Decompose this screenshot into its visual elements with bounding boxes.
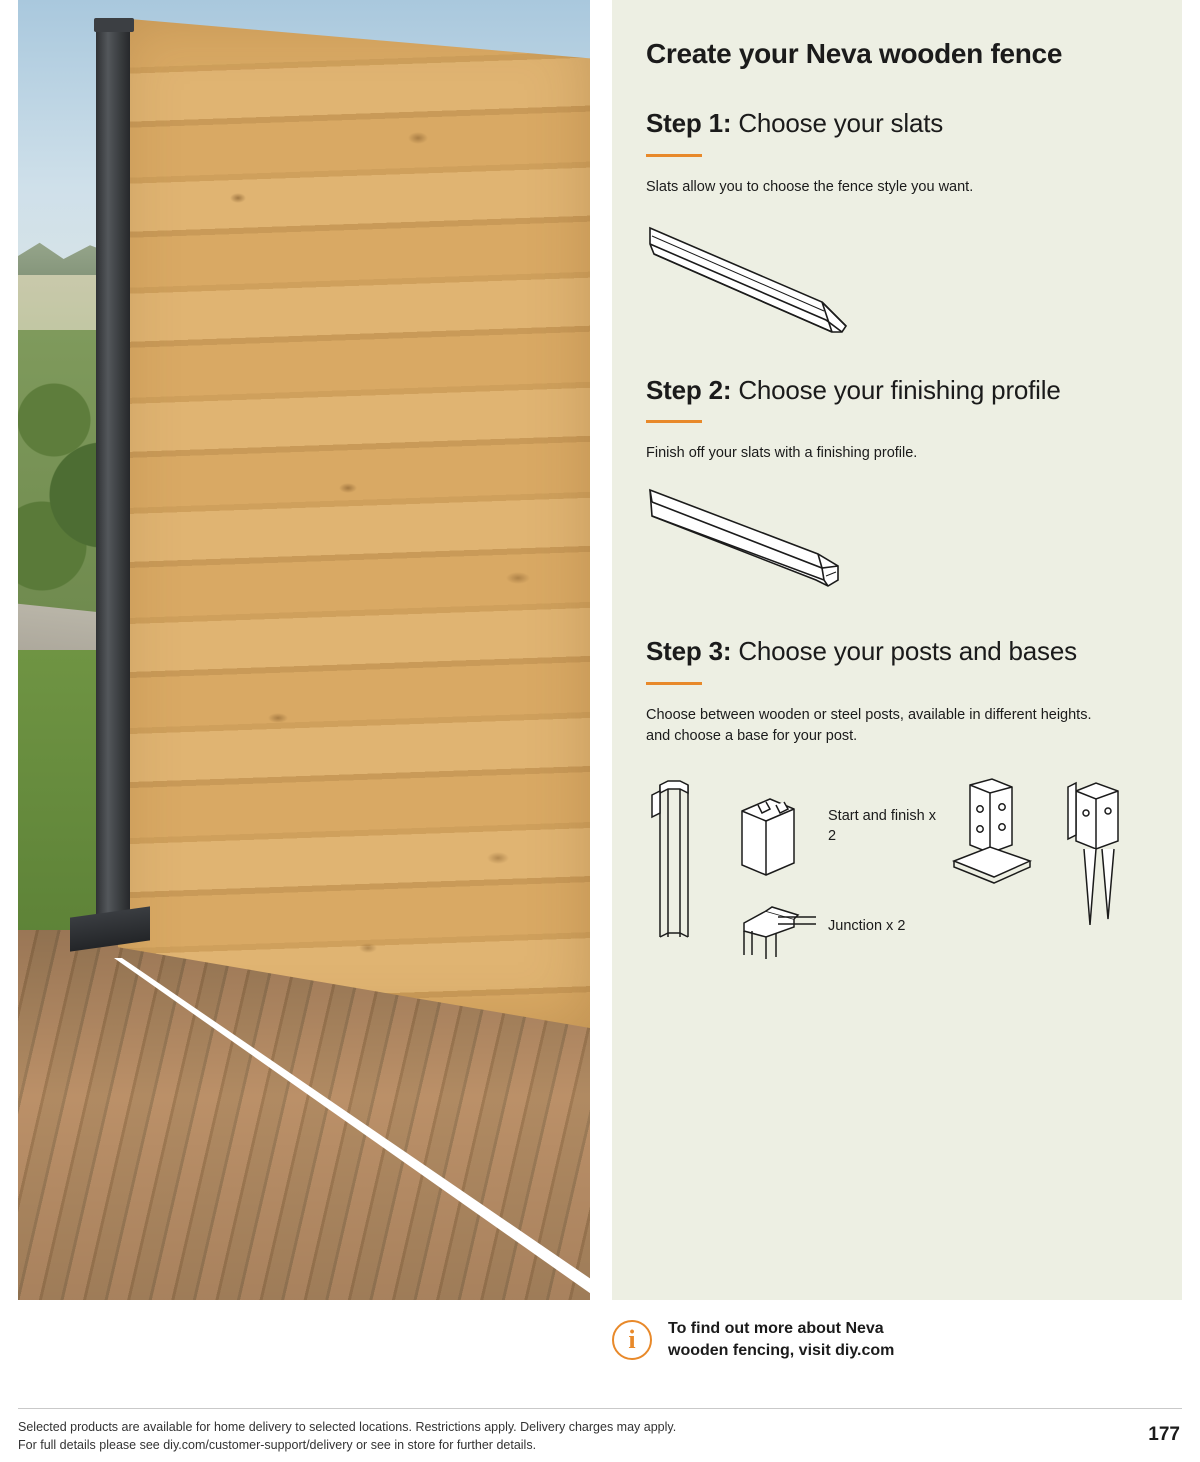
finishing-profile-icon <box>646 480 1142 600</box>
photo-post-cap <box>94 18 134 32</box>
footer-divider <box>18 1408 1182 1409</box>
step-3 <box>646 636 1142 967</box>
info-text-line1: To find out more about Neva <box>668 1320 884 1337</box>
step-3-description: Choose between wooden or steel posts, available in different heights. and choose a base for your post. <box>646 707 1092 745</box>
info-callout <box>612 1318 1172 1363</box>
step-1-label: Step 1: <box>646 107 732 138</box>
page-number: 177 <box>1148 1424 1180 1445</box>
posts-and-bases-icon <box>646 767 1146 967</box>
step-2-label: Step 2: <box>646 374 732 405</box>
instructions-panel <box>612 0 1182 1300</box>
step-2-title <box>646 375 1142 407</box>
step-1-title-text: Choose your slats <box>731 107 944 138</box>
footer-legal-line1: Selected products are available for home delivery to selected locations. Restrictions apply. Delivery charges may apply. <box>18 1420 677 1434</box>
info-text-line2: wooden fencing, visit diy.com <box>668 1342 895 1360</box>
step-3-label: Step 3: <box>646 636 732 667</box>
step-2 <box>646 375 1142 601</box>
footer-legal-line2: For full details please see diy.com/customer-support/delivery or see in store for further details. <box>18 1438 537 1453</box>
fence-photo <box>18 0 590 1300</box>
step-3-title <box>646 636 1142 668</box>
photo-fence-knots <box>118 18 590 1028</box>
slat-board-icon <box>646 214 1142 339</box>
step-2-description: Finish off your slats with a finishing profile. <box>646 445 918 462</box>
photo-steel-post <box>96 22 130 932</box>
step-1-divider <box>646 154 702 157</box>
page-title: Create your Neva wooden fence <box>646 38 1063 69</box>
step-1 <box>646 108 1142 339</box>
step-2-title-text: Choose your finishing profile <box>731 374 1061 405</box>
footer-legal <box>18 1418 676 1454</box>
junction-label: Junction x 2 <box>828 918 906 935</box>
step-1-title <box>646 108 1142 140</box>
info-text <box>668 1318 894 1363</box>
step-3-title-text: Choose your posts and bases <box>731 636 1077 667</box>
step-3-divider <box>646 682 702 685</box>
step-1-description: Slats allow you to choose the fence style you want. <box>646 178 974 195</box>
start-and-finish-label: Start and finish x 2 <box>828 808 936 844</box>
info-icon: i <box>612 1320 652 1360</box>
step-2-divider <box>646 420 702 423</box>
